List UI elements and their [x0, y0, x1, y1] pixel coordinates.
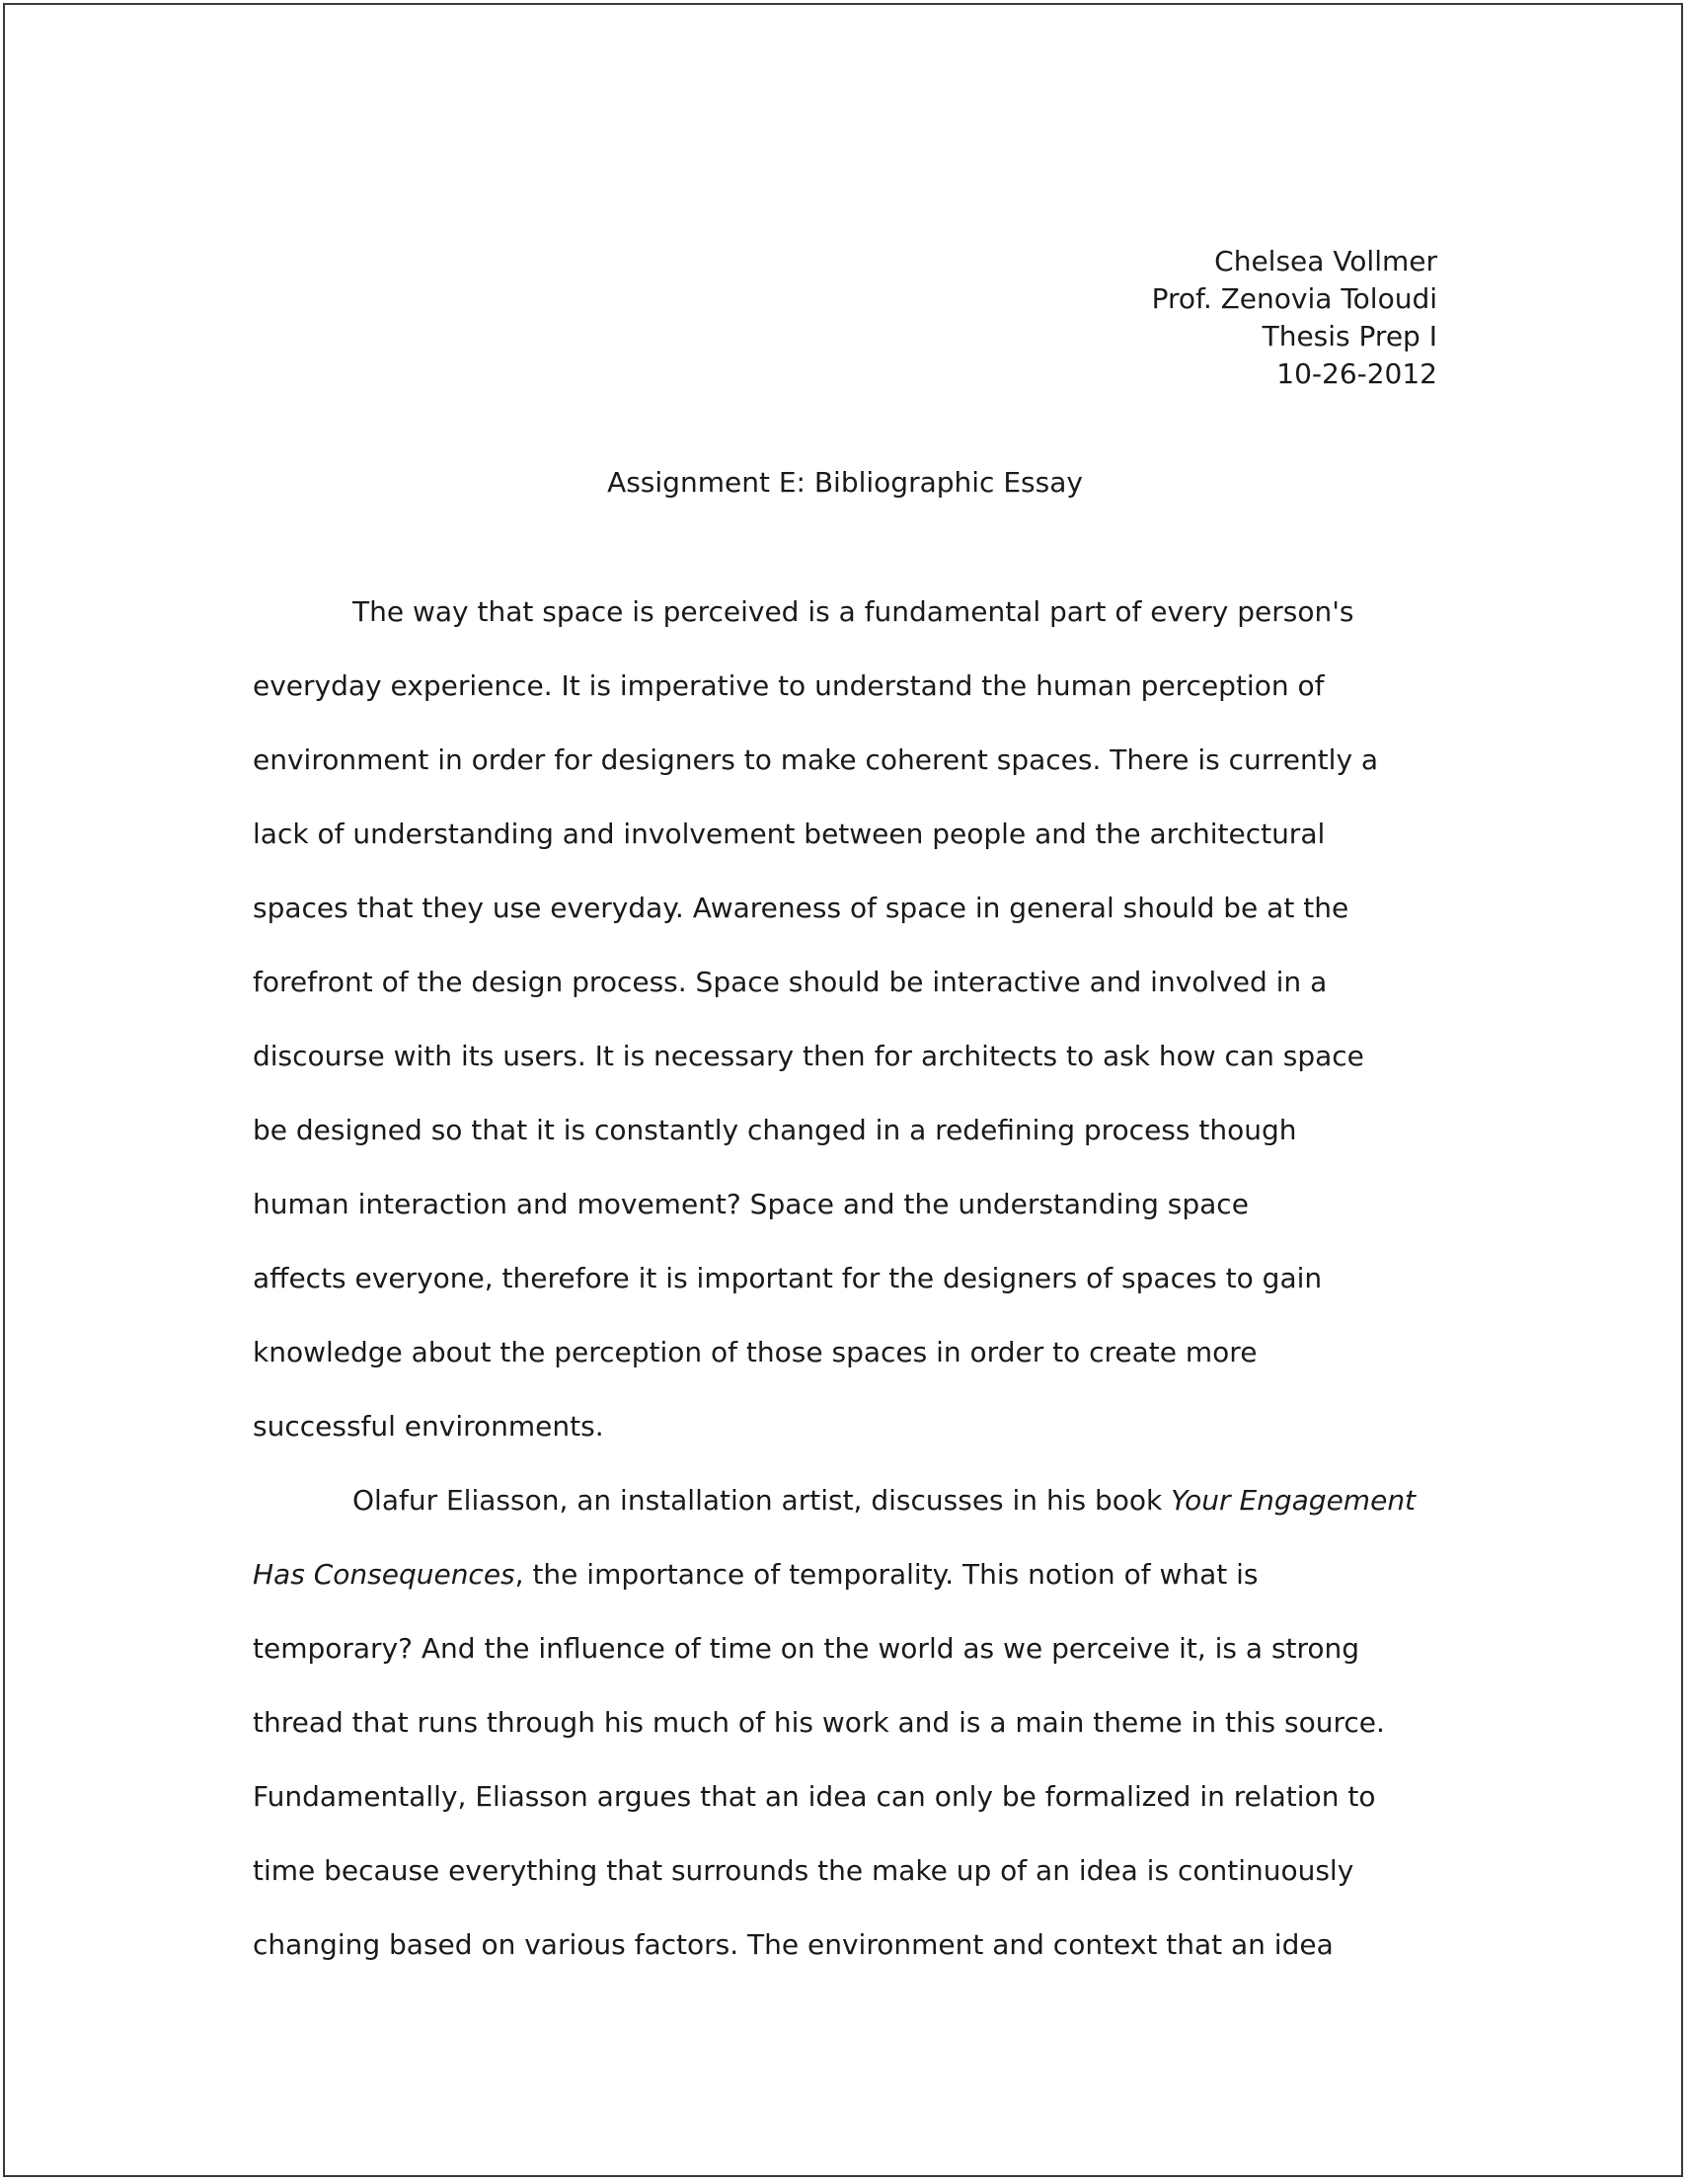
text-line [253, 1463, 1416, 1537]
text-line: affects everyone, therefore it is important for the designers of spaces to gain [253, 1262, 1323, 1294]
text-segment: , the importance of temporality. This notion of what is [514, 1558, 1259, 1591]
essay-title: Assignment E: Bibliographic Essay [607, 466, 1083, 499]
text-line: be designed so that it is constantly changed in a redefining process though [253, 1114, 1297, 1146]
book-title: Has Consequences [253, 1558, 515, 1591]
paragraph-2 [253, 1463, 1416, 1982]
text-line: everyday experience. It is imperative to understand the human perception of [253, 669, 1325, 702]
professor-name: Prof. Zenovia Toloudi [1151, 282, 1437, 315]
text-line: knowledge about the perception of those spaces in order to create more [253, 1336, 1258, 1368]
text-segment: Olafur Eliasson, an installation artist, discusses in his book [352, 1484, 1172, 1517]
text-line: spaces that they use everyday. Awareness of space in general should be at the [253, 892, 1349, 924]
text-line: changing based on various factors. The environment and context that an idea [253, 1928, 1334, 1961]
text-line: forefront of the design process. Space should be interactive and involved in a [253, 966, 1328, 998]
course-name: Thesis Prep I [1262, 320, 1437, 352]
header-block [1152, 243, 1437, 393]
text-line [253, 1537, 1416, 1611]
text-line: temporary? And the influence of time on the world as we perceive it, is a strong [253, 1632, 1360, 1665]
text-line: The way that space is perceived is a fundamental part of every person's [352, 595, 1354, 628]
text-line: time because everything that surrounds the make up of an idea is continuously [253, 1854, 1354, 1887]
book-title: Your Engagement [1171, 1484, 1417, 1517]
text-line: thread that runs through his much of his work and is a main theme in this source. [253, 1706, 1385, 1739]
text-line: lack of understanding and involvement between people and the architectural [253, 818, 1326, 850]
date: 10-26-2012 [1276, 357, 1437, 390]
text-line: environment in order for designers to make coherent spaces. There is currently a [253, 743, 1379, 776]
text-line: Fundamentally, Eliasson argues that an idea can only be formalized in relation to [253, 1780, 1376, 1813]
text-line: human interaction and movement? Space and the understanding space [253, 1188, 1249, 1220]
author-name: Chelsea Vollmer [1214, 245, 1437, 277]
paragraph-1 [253, 575, 1416, 1463]
text-line: successful environments. [253, 1410, 604, 1443]
essay-body [253, 575, 1416, 1982]
text-line: discourse with its users. It is necessary then for architects to ask how can space [253, 1040, 1364, 1072]
